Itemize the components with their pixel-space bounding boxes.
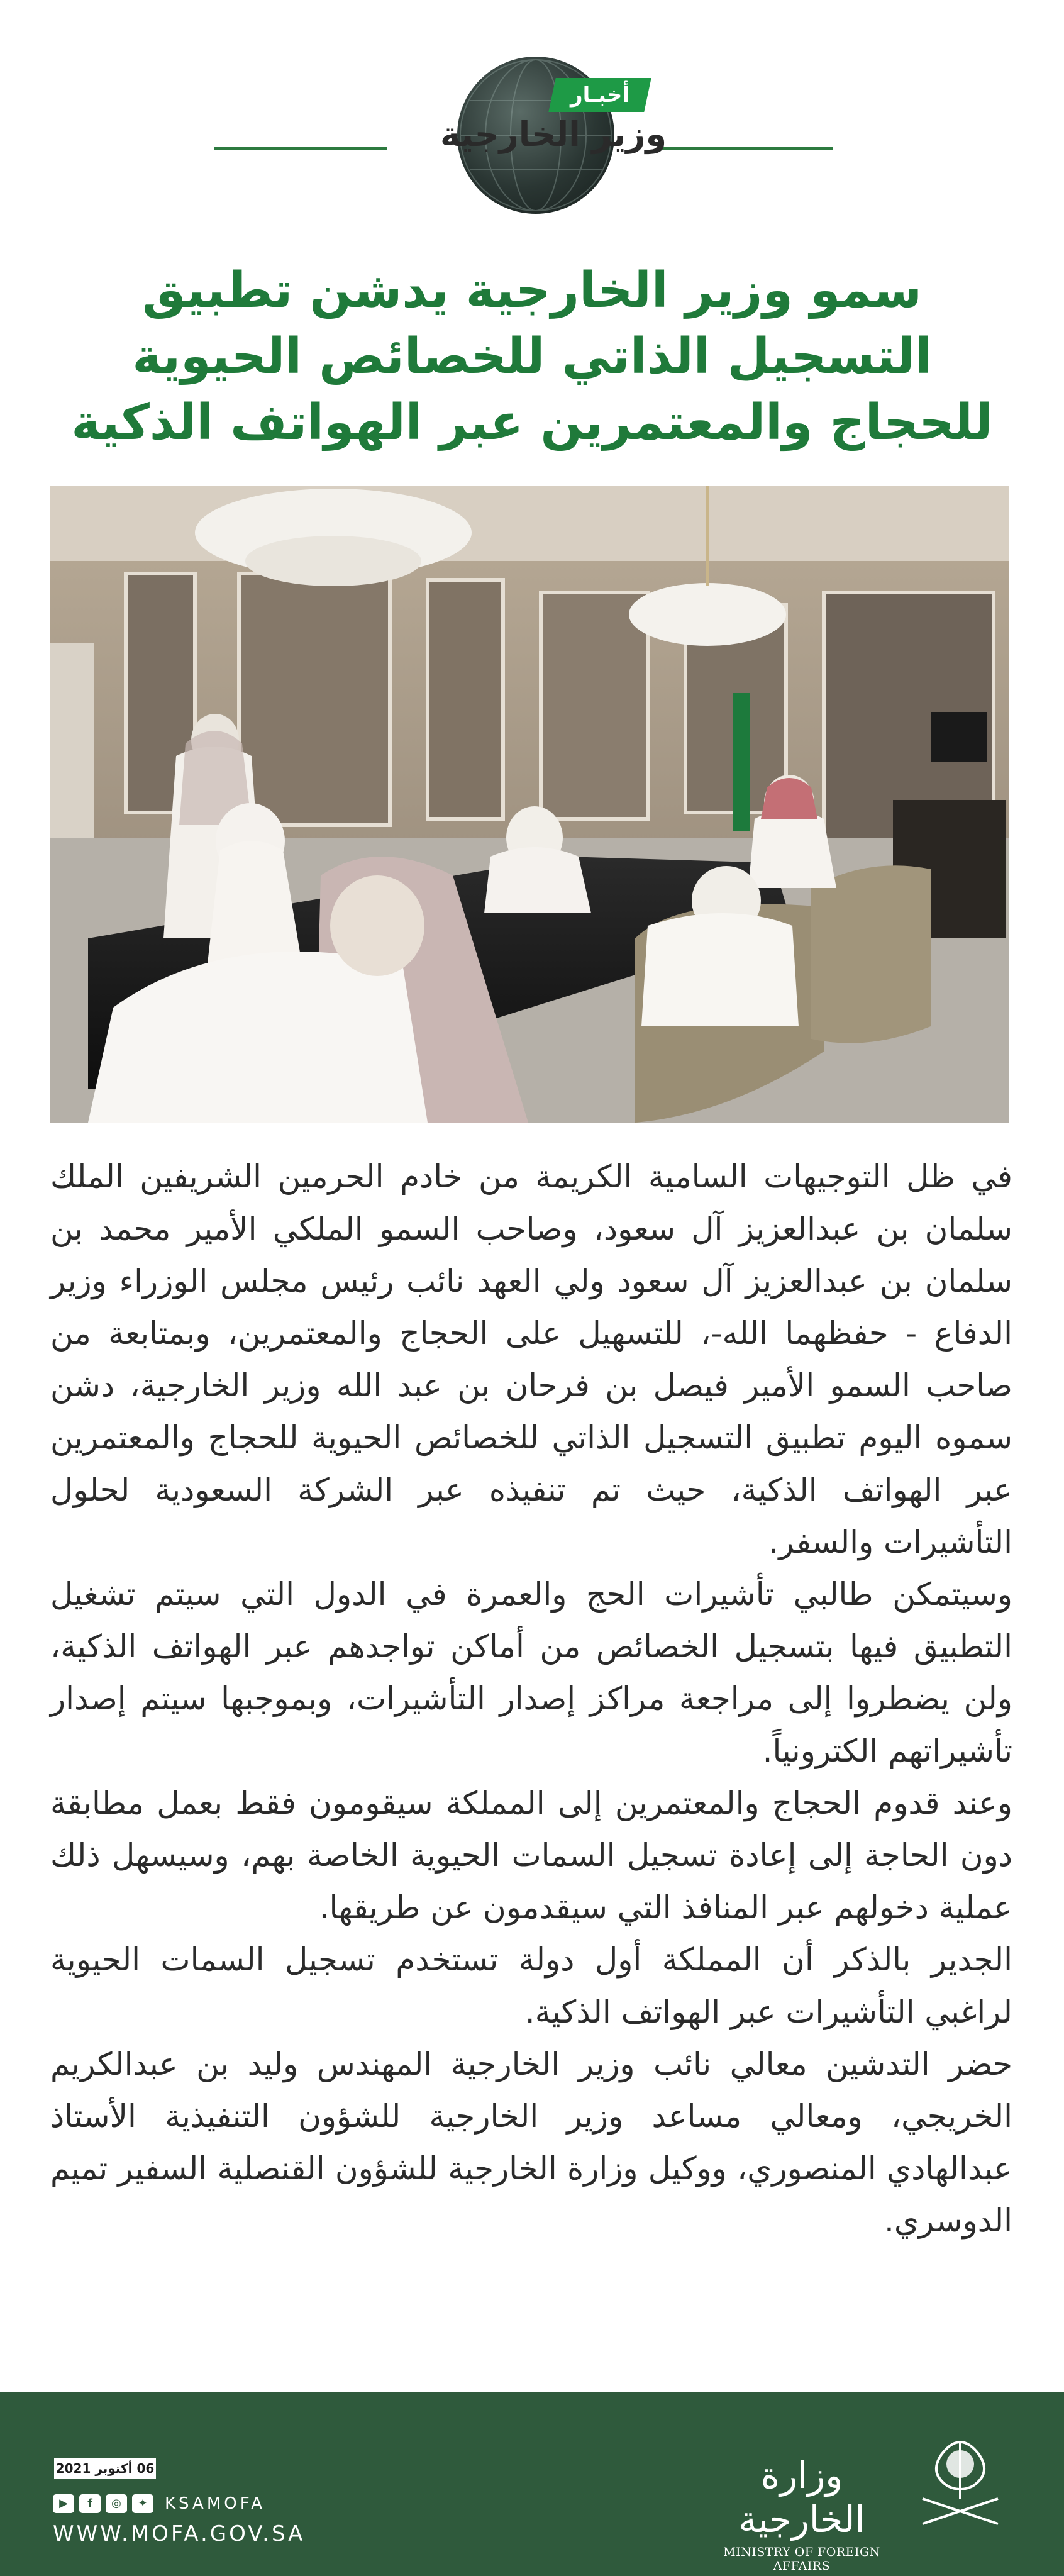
- paragraph: وعند قدوم الحجاج والمعتمرين إلى المملكة سيقومون فقط بعمل مطابقة دون الحاجة إلى إعادة تسجيل السمات الحيوية الخاصة بهم، وسيسهل ذلك عملية دخولهم عبر المنافذ التي سيقدمون عن طريقها.: [50, 1785, 1012, 1926]
- facebook-icon[interactable]: f: [79, 2494, 101, 2513]
- news-tag: أخبـار: [548, 78, 651, 112]
- social-handle[interactable]: KSAMOFA: [165, 2494, 266, 2513]
- paragraph: حضر التدشين معالي نائب وزير الخارجية المهندس وليد بن عبدالكريم الخريجي، ومعالي مساعد وزير الخارجية للشؤون التنفيذية الأستاذ عبدالهادي المنصوري، ووكيل وزارة الخارجية للشؤون القنصلية السفير تميم الدوسري.: [50, 2046, 1012, 2239]
- header-divider-left: [214, 147, 387, 150]
- article-photo: [50, 486, 1009, 1123]
- ministry-name-english: MINISTRY OF FOREIGN AFFAIRS: [723, 2545, 880, 2573]
- page-header: [0, 0, 1064, 233]
- paragraph: في ظل التوجيهات السامية الكريمة من خادم الحرمين الشريفين الملك سلمان بن عبدالعزيز آل سعود، وصاحب السمو الملكي الأمير محمد بن سلمان بن عبدالعزيز آل سعود ولي العهد نائب رئيس مجلس الوزراء وزير الدفاع - حفظهما الله-، للتسهيل على الحجاج والمعتمرين، وبمتابعة من صاحب السمو الأمير فيصل بن فرحان بن عبد الله وزير الخارجية، دشن سموه اليوم تطبيق التسجيل الذاتي للخصائص الحيوية للحجاج والمعتمرين عبر الهواتف الذكية، حيث تم تنفيذه عبر الشركة السعودية لحلول التأشيرات والسفر.: [50, 1158, 1012, 1560]
- section-title: وزير الخارجية: [440, 114, 667, 154]
- article-title: سمو وزير الخارجية يدشن تطبيق التسجيل الذاتي للخصائص الحيوية للحجاج والمعتمرين عبر الهواتف الذكية: [71, 262, 993, 451]
- page-footer: [0, 2392, 1064, 2576]
- website-link[interactable]: WWW.MOFA.GOV.SA: [53, 2521, 306, 2546]
- paragraph: الجدير بالذكر أن المملكة أول دولة تستخدم تسجيل السمات الحيوية لراغبي التأشيرات عبر الهواتف الذكية.: [50, 1941, 1012, 2030]
- saudi-emblem-icon: [904, 2429, 1017, 2543]
- ministry-logo: [707, 2453, 896, 2573]
- paragraph: وسيتمكن طالبي تأشيرات الحج والعمرة في الدول التي سيتم تشغيل التطبيق فيها بتسجيل الخصائص من أماكن تواجدهم عبر الهواتف الذكية، ولن يضطروا إلى مراجعة مراكز إصدار التأشيرات، وبموجبها سيتم إصدار تأشيراتهم الكترونياً.: [50, 1576, 1012, 1769]
- instagram-icon[interactable]: ◎: [106, 2494, 127, 2513]
- publish-date: 06 أكتوبر 2021: [54, 2458, 156, 2479]
- social-links: [53, 2492, 265, 2515]
- youtube-icon[interactable]: ▶: [53, 2494, 74, 2513]
- twitter-icon[interactable]: ✦: [132, 2494, 153, 2513]
- header-divider-right: [660, 147, 833, 150]
- article-body: [50, 1151, 1012, 2247]
- ministry-name-arabic: وزارة الخارجية: [738, 2454, 865, 2541]
